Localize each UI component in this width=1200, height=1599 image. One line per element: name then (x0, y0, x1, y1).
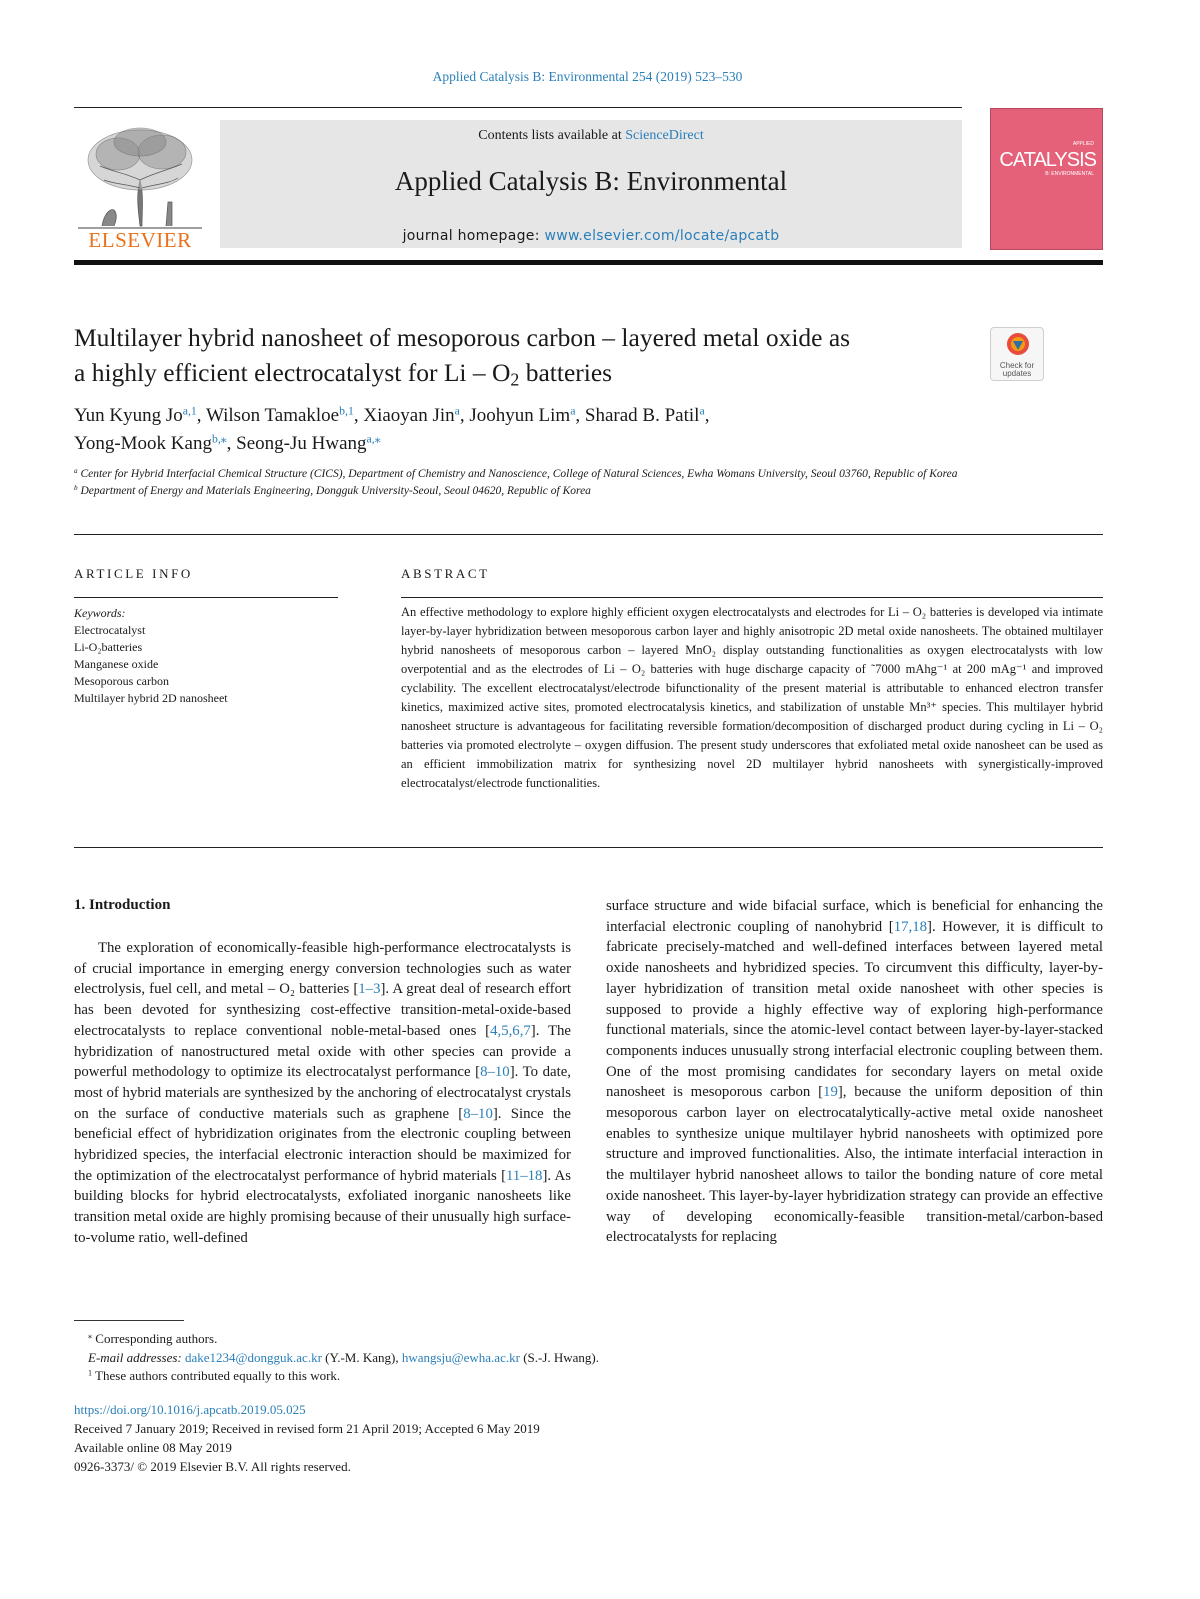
footnotes (74, 1330, 874, 1386)
received-dates: Received 7 January 2019; Received in revised form 21 April 2019; Accepted 6 May 2019 (74, 1421, 540, 1436)
header-rule (74, 107, 962, 108)
cover-subtitle-top: APPLIED (1072, 141, 1094, 147)
journal-banner (220, 120, 962, 248)
homepage-line (220, 228, 962, 244)
affiliations (74, 466, 1103, 500)
cover-title: CATALYSIS (999, 149, 1096, 171)
keyword: Manganese oxide (74, 657, 159, 671)
title-line-2: a highly efficient electrocatalyst for Li – $O_2$ batteries (74, 358, 613, 390)
abstract-heading: ABSTRACT (401, 566, 490, 581)
email-link[interactable]: dake1234@dongguk.ac.kr (185, 1349, 322, 1365)
introduction-heading: 1. Introduction (74, 897, 171, 913)
intro-column-right: surface structure and wide bifacial surface, which is beneficial for enhancing the interfacial electronic coupling of nanohybrid [17,18]. However, it is difficult to fabricate precisely-matched and well-defined interfaces between layered metal oxide nanosheets and hybridized species. To circumvent this difficulty, layer-by-layer hybridization of transition metal oxide nanosheet with other species is supposed to provide a highly effective way of exploring high-performance functional materials, since the atomic-level contact between layer-by-layer-stacked components induces unusually strong interfacial electronic coupling between them. One of the most promising candidates for secondary layers on metal oxide nanosheet is mesoporous carbon [19], because the uniform deposition of thin mesoporous carbon layer on electrocatalytically-active metal oxide nanosheet enables to synthesize unique multilayer hybrid nanosheets with optimized pore structure and improved functionalities. Also, the intimate interfacial interaction in the multilayer hybrid nanosheet allows to tailor the bonding nature of core metal oxide nanosheet. This layer-by-layer hybridization strategy can provide an effective way of developing economically-feasible transition-metal/carbon-based electrocatalysts for replacing (606, 898, 1103, 1246)
citation-link[interactable]: 8–10 (463, 1105, 493, 1122)
abstract-end-rule (74, 847, 1103, 848)
check-updates-icon (1006, 332, 1030, 360)
citation-link[interactable]: 8–10 (480, 1064, 510, 1081)
author-list: Yun Kyung Jo$^{a,1}$, Wilson Tamakloe$^{b,1}$, Xiaoyan Jin$^a$, Joohyun Lim$^a$, Sharad B. Patil$^a$, Yong-Mook Kang$^{b,⁎}$, Seong-Ju Hwang$^{a,⁎}$ (74, 404, 710, 454)
affiliation-rule (74, 534, 1103, 535)
citation-link[interactable]: 11–18 (506, 1167, 543, 1184)
keyword: Electrocatalyst (74, 623, 146, 637)
keywords-block (74, 605, 338, 707)
keyword: Li-O₂batteries (74, 640, 143, 654)
sciencedirect-link[interactable]: ScienceDirect (625, 128, 704, 143)
title-line-1: Multilayer hybrid nanosheet of mesoporous carbon – layered metal oxide as (74, 323, 851, 352)
article-info-rule (74, 597, 338, 598)
publication-info (74, 1400, 874, 1476)
citation-link[interactable]: 19 (823, 1084, 838, 1101)
author[interactable]: Sharad B. Patil$^a$ (584, 404, 705, 426)
email-footnote: E-mail addresses: dake1234@dongguk.ac.kr (Y.-M. Kang), hwangsju@ewha.ac.kr (S.-J. Hwang). (88, 1349, 600, 1365)
journal-title: Applied Catalysis B: Environmental (394, 166, 788, 196)
article-info-heading: ARTICLE INFO (74, 566, 193, 581)
affiliation-b: $^b$ Department of Energy and Materials Engineering, Dongguk University-Seoul, Seoul 04620, Republic of Korea (74, 484, 591, 497)
equal-contribution-footnote: $^1$ These authors contributed equally to this work. (88, 1368, 341, 1383)
copyright: 0926-3373/ © 2019 Elsevier B.V. All rights reserved. (74, 1459, 351, 1474)
author[interactable]: Wilson Tamakloe$^{b,1}$ (205, 404, 354, 426)
citation-link[interactable]: 4,5,6,7 (490, 1022, 531, 1039)
check-updates-label: Check for updates (999, 361, 1035, 378)
affiliation-a: $^a$ Center for Hybrid Interfacial Chemical Structure (CICS), Department of Chemistry and Nanoscience, College of Natural Sciences, Ewha Womans University, Seoul 03760, Republic of Korea (74, 467, 958, 480)
journal-reference[interactable]: Applied Catalysis B: Environmental 254 (2019) 523–530 (432, 69, 743, 84)
doi-link[interactable]: https://doi.org/10.1016/j.apcatb.2019.05.025 (74, 1402, 306, 1417)
corresponding-footnote: ⁎ Corresponding authors. (88, 1331, 218, 1346)
abstract-rule (401, 597, 1103, 598)
online-date: Available online 08 May 2019 (74, 1440, 232, 1455)
author[interactable]: Yong-Mook Kang$^{b,⁎}$ (74, 432, 227, 454)
abstract-text: An effective methodology to explore highly efficient oxygen electrocatalysts and electrodes for Li – O₂ batteries is developed via intimate layer-by-layer hybridization between mesoporous carbon layer and highly anisotropic 2D metal oxide nanosheets. The obtained multilayer hybrid nanosheets of mesoporous carbon – layered MnO₂ display outstanding functionalities as oxygen electrocatalysts with low overpotential and as the electrodes of Li – O₂ batteries with huge discharge capacity of ˜7000 mAhg⁻¹ at 200 mAg⁻¹ and improved cyclability. The excellent electrocatalyst/electrode bifunctionality of the present material is attributable to enhanced electron transfer kinetics, maximized active sites, promoted electrocatalysis kinetics, and stabilization of unstable Mn³⁺ species. This multilayer hybrid nanosheet structure is advantageous for facilitating reversible formation/decomposition of discharged product during cycling in Li – O₂ batteries via promoted electrolyte – oxygen diffusion. The present study underscores that exfoliated metal oxide nanosheet can be used as an efficient immobilization matrix for synthesizing novel 2D multilayer hybrid nanosheets with synergistically-improved electrocatalyst/electrode functionalities. (401, 605, 1103, 790)
keyword: Multilayer hybrid 2D nanosheet (74, 691, 228, 705)
email-link[interactable]: hwangsju@ewha.ac.kr (401, 1349, 520, 1365)
author[interactable]: Xiaoyan Jin$^a$ (363, 404, 460, 426)
homepage-prefix: journal homepage: (402, 228, 545, 244)
cover-subtitle-bottom: B: ENVIRONMENTAL (1045, 171, 1094, 177)
check-for-updates-button[interactable] (990, 327, 1044, 381)
header-thick-rule (74, 260, 1103, 265)
author[interactable]: Joohyun Lim$^a$ (469, 404, 576, 426)
contents-line (220, 128, 962, 144)
keyword: Mesoporous carbon (74, 674, 169, 688)
paper-title (74, 320, 974, 390)
footnote-rule (74, 1320, 184, 1321)
journal-cover[interactable] (990, 108, 1103, 250)
contents-prefix: Contents lists available at (478, 128, 626, 143)
intro-column-left: The exploration of economically-feasible high-performance electrocatalysts is of crucial importance in emerging energy conversion technologies such as water electrolysis, fuel cell, and metal – O₂ batteries [1–3]. A great deal of research effort has been devoted for synthesizing cost-effective transition-metal-oxide-based electrocatalysts to replace conventional noble-metal-based ones [4,5,6,7]. The hybridization of nanostructured metal oxide with other species can provide a powerful methodology to optimize its electrocatalyst performance [8–10]. To date, most of hybrid materials are synthesized by the anchoring of electrocatalyst crystals on the surface of conductive materials such as graphene [8–10]. Since the beneficial effect of hybridization originates from the electronic coupling between hybridized species, the interfacial electronic interaction should be maximized for the optimization of the electrocatalyst performance of hybrid materials [11–18]. As building blocks for hybrid electrocatalysts, exfoliated inorganic nanosheets like transition metal oxide are highly promising because of their unusually high surface-to-volume ratio, well-defined (74, 940, 572, 1246)
homepage-link[interactable]: www.elsevier.com/locate/apcatb (544, 228, 780, 244)
citation-link[interactable]: 1–3 (358, 981, 381, 998)
author[interactable]: Seong-Ju Hwang$^{a,⁎}$ (236, 432, 381, 454)
keywords-label: Keywords: (74, 606, 126, 620)
elsevier-wordmark: ELSEVIER (88, 228, 192, 252)
author[interactable]: Yun Kyung Jo$^{a,1}$ (74, 404, 197, 426)
citation-link[interactable]: 17,18 (893, 918, 928, 935)
